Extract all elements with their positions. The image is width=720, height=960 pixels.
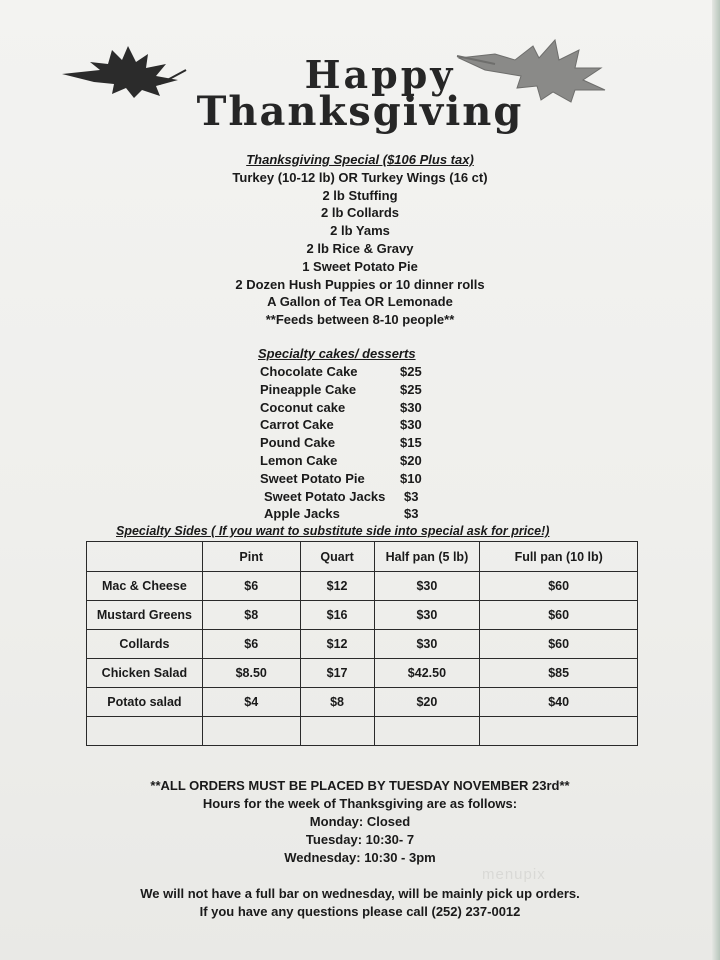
side-price: $30 <box>374 630 480 659</box>
dessert-row <box>258 470 458 488</box>
column-header: Quart <box>300 542 374 572</box>
side-price <box>374 717 480 746</box>
dessert-price: $3 <box>404 506 419 522</box>
special-item: 2 lb Rice & Gravy <box>306 240 414 256</box>
special-note: **Feeds between 8-10 people** <box>265 312 455 328</box>
side-name <box>87 717 203 746</box>
side-name: Mustard Greens <box>87 601 203 630</box>
side-price: $85 <box>480 659 638 688</box>
side-price: $60 <box>480 601 638 630</box>
special-heading: Thanksgiving Special ($106 Plus tax) <box>246 152 474 167</box>
column-header <box>87 542 203 572</box>
dessert-price: $30 <box>400 399 422 415</box>
dessert-name: Pineapple Cake <box>260 381 357 397</box>
dessert-price: $25 <box>400 364 422 379</box>
special-item: 2 lb Yams <box>330 223 390 239</box>
sides-table <box>86 541 638 746</box>
table-row <box>87 659 638 688</box>
side-name: Chicken Salad <box>87 659 203 688</box>
side-price: $8 <box>202 601 300 630</box>
column-header: Pint <box>202 542 300 572</box>
dessert-price: $3 <box>404 488 419 504</box>
table-header-row <box>87 542 638 572</box>
side-price: $20 <box>374 688 480 717</box>
dessert-name: Chocolate Cake <box>260 364 358 379</box>
watermark-logo: menupix <box>482 866 546 883</box>
dessert-row <box>258 488 458 506</box>
dessert-row <box>258 434 458 452</box>
side-price: $17 <box>300 659 374 688</box>
notes <box>0 885 720 921</box>
order-deadline: **ALL ORDERS MUST BE PLACED BY TUESDAY NOVEMBER 23rd** <box>150 778 570 793</box>
table-row <box>87 717 638 746</box>
side-price: $12 <box>300 572 374 601</box>
hours-intro: Hours for the week of Thanksgiving are as follows: <box>202 796 518 811</box>
column-header: Full pan (10 lb) <box>480 542 638 572</box>
bar-note: We will not have a full bar on wednesday, will be mainly pick up orders. <box>140 886 580 901</box>
dessert-row <box>258 452 458 470</box>
desserts-list <box>258 346 458 523</box>
side-price: $60 <box>480 572 638 601</box>
special-item: A Gallon of Tea OR Lemonade <box>267 294 453 310</box>
dessert-row <box>258 381 458 399</box>
side-price <box>480 717 638 746</box>
dessert-row <box>258 505 458 523</box>
order-info <box>0 777 720 867</box>
side-price <box>202 717 300 746</box>
side-price: $6 <box>202 630 300 659</box>
side-price: $4 <box>202 688 300 717</box>
side-price: $6 <box>202 572 300 601</box>
special-item: 2 Dozen Hush Puppies or 10 dinner rolls <box>235 276 485 292</box>
desserts-heading: Specialty cakes/ desserts <box>258 346 416 361</box>
side-price: $40 <box>480 688 638 717</box>
title-thanksgiving: Thanksgiving <box>196 88 524 135</box>
title-happy: Happy <box>304 52 456 97</box>
side-name: Potato salad <box>87 688 203 717</box>
hours-wednesday: Wednesday: 10:30 - 3pm <box>284 850 436 865</box>
dessert-row <box>258 399 458 417</box>
dessert-price: $15 <box>400 435 422 451</box>
dessert-name: Pound Cake <box>260 435 336 451</box>
hours-tuesday: Tuesday: 10:30- 7 <box>305 832 415 847</box>
side-name: Mac & Cheese <box>87 572 203 601</box>
dessert-price: $20 <box>400 452 422 468</box>
dessert-price: $25 <box>400 381 422 397</box>
side-name: Collards <box>87 630 203 659</box>
side-price: $30 <box>374 572 480 601</box>
special-item: 1 Sweet Potato Pie <box>302 258 418 274</box>
sides-heading: Specialty Sides ( If you want to substitute side into special ask for price!) <box>116 524 550 538</box>
dessert-row <box>258 416 458 434</box>
dessert-name: Apple Jacks <box>264 506 340 522</box>
side-price: $8.50 <box>202 659 300 688</box>
dessert-price: $30 <box>400 417 422 433</box>
dessert-price: $10 <box>400 470 422 486</box>
table-row <box>87 688 638 717</box>
dessert-name: Sweet Potato Jacks <box>264 488 386 504</box>
side-price <box>300 717 374 746</box>
dessert-name: Coconut cake <box>260 399 346 415</box>
side-price: $16 <box>300 601 374 630</box>
side-price: $8 <box>300 688 374 717</box>
dessert-name: Sweet Potato Pie <box>260 470 365 486</box>
side-price: $42.50 <box>374 659 480 688</box>
side-price: $60 <box>480 630 638 659</box>
thanksgiving-special <box>0 151 720 329</box>
hours-monday: Monday: Closed <box>309 814 411 829</box>
side-price: $12 <box>300 630 374 659</box>
table-row <box>87 601 638 630</box>
dessert-row <box>258 363 458 381</box>
table-row <box>87 572 638 601</box>
special-item: 2 lb Stuffing <box>322 187 398 203</box>
contact-line: If you have any questions please call (252) 237-0012 <box>199 904 521 919</box>
special-item: Turkey (10-12 lb) OR Turkey Wings (16 ct) <box>232 169 488 185</box>
dessert-name: Carrot Cake <box>260 417 334 433</box>
dessert-name: Lemon Cake <box>260 452 338 468</box>
table-row <box>87 630 638 659</box>
side-price: $30 <box>374 601 480 630</box>
special-item: 2 lb Collards <box>320 205 400 221</box>
column-header: Half pan (5 lb) <box>374 542 480 572</box>
